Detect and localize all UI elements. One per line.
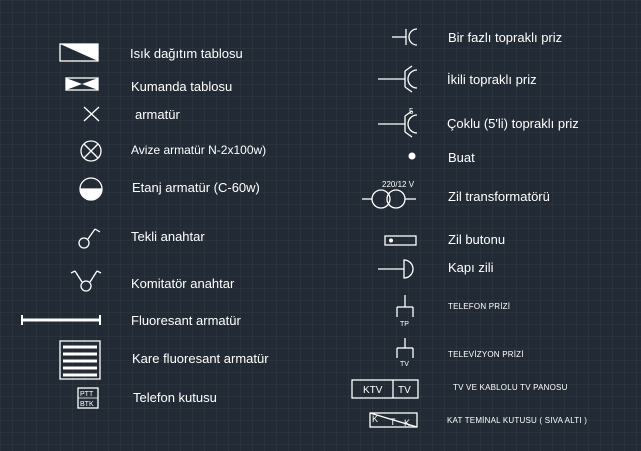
tv-socket-text: TV (400, 361, 409, 368)
telephone-socket-icon (397, 295, 413, 317)
label-bir-fazli: Bir fazlı topraklı priz (448, 30, 563, 45)
label-ikili: İkili topraklı priz (447, 72, 537, 87)
multi-socket-count: 5 (409, 107, 414, 116)
single-switch-icon (79, 229, 100, 248)
telephone-box-bottom-text: BTK (80, 401, 94, 408)
door-bell-icon (378, 260, 413, 278)
telephone-socket-text: TP (400, 321, 409, 328)
tv-panel-left-text: KTV (363, 385, 383, 396)
waterproof-fixture-icon (80, 178, 102, 200)
label-tv-panosu: TV VE KABLOLU TV PANOSU (453, 383, 568, 392)
terminal-t-text: T (390, 417, 396, 427)
control-board-icon (66, 78, 98, 90)
terminal-k-text: K (372, 414, 379, 424)
fixture-cross-icon (84, 107, 99, 121)
label-etanj: Etanj armatür (C-60w) (132, 180, 260, 195)
label-tekli: Tekli anahtar (131, 229, 205, 244)
fluorescent-fixture-icon (22, 315, 100, 325)
label-komitator: Komitatör anahtar (131, 276, 235, 291)
square-fluorescent-icon (60, 341, 100, 379)
bell-transformer-icon (362, 190, 416, 208)
junction-box-icon (409, 153, 416, 160)
tv-panel-right-text: TV (398, 385, 411, 396)
label-kumanda: Kumanda tablosu (131, 79, 233, 94)
label-fluoresant: Fluoresant armatür (131, 313, 241, 328)
label-avize: Avize armatür N-2x100w) (131, 143, 267, 157)
label-kare: Kare fluoresant armatür (132, 351, 269, 366)
bell-button-icon (385, 236, 416, 245)
label-kapi-zili: Kapı zili (448, 260, 494, 275)
label-zil-trafo: Zil transformatörü (448, 189, 550, 204)
label-kat-terminal: KAT TEMİNAL KUTUSU ( SIVA ALTI ) (447, 416, 588, 425)
label-zil-butonu: Zil butonu (448, 232, 506, 247)
label-telefon-kutusu: Telefon kutusu (133, 390, 217, 405)
chandelier-fixture-icon (81, 141, 101, 161)
grounded-socket-icon (392, 29, 417, 45)
label-coklu: Çoklu (5'li) topraklı priz (447, 116, 579, 131)
terminal-k2-text: K (404, 418, 411, 428)
label-armatur: armatür (135, 107, 180, 122)
label-telefon-prizi: TELEFON PRİZİ (448, 302, 511, 311)
label-isik-dagitim: Isık dağıtım tablosu (130, 46, 243, 61)
label-tv-prizi: TELEVİZYON PRİZİ (448, 350, 524, 359)
distribution-board-icon (60, 44, 98, 61)
bell-transformer-rating: 220/12 V (382, 180, 415, 189)
double-socket-icon (378, 66, 417, 92)
label-buat: Buat (448, 150, 475, 165)
tv-socket-icon (397, 338, 413, 358)
commutator-switch-icon (71, 271, 101, 291)
telephone-box-top-text: PTT (80, 391, 94, 398)
